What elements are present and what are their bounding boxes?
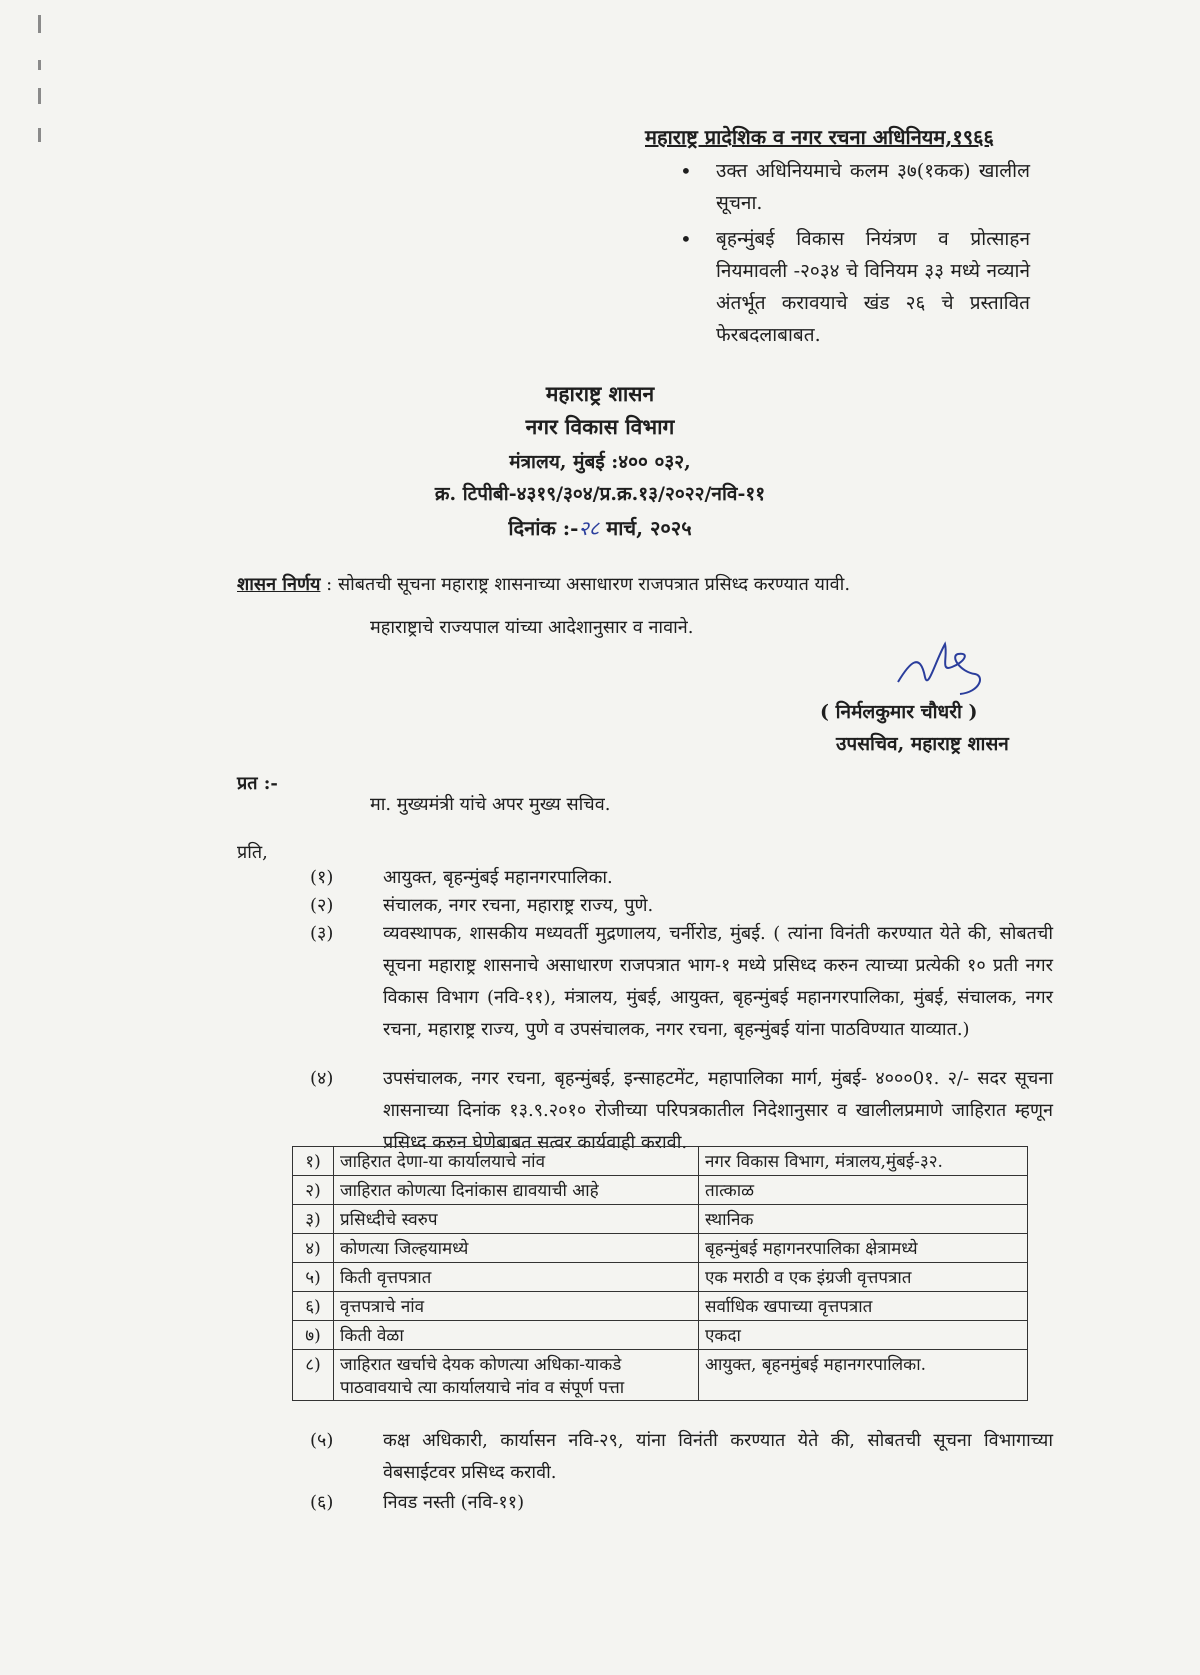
signatory-name: ( निर्मलकुमार चौधरी )	[820, 701, 978, 723]
table-row: ३) प्रसिध्दीचे स्वरुप स्थानिक	[293, 1205, 1028, 1234]
issue-date: दिनांक :-२८ मार्च, २०२५	[508, 516, 692, 540]
table-row: ८) जाहिरात खर्चाचे देयक कोणत्या अधिका-याकडे पाठवावयाचे त्या कार्यालयाचे नांव व संपूर्ण पत्ता आयुक्त, बृहनमुंबई महानगरपालिका.	[293, 1350, 1028, 1401]
table-row: ४) कोणत्या जिल्हयामध्ये बृहन्मुंबई महागनरपालिका क्षेत्रामध्ये	[293, 1234, 1028, 1263]
act-title: महाराष्ट्र प्रादेशिक व नगर रचना अधिनियम,१९६६	[645, 125, 994, 149]
subject-list	[670, 155, 1030, 355]
publication-table	[292, 1146, 1028, 1401]
table-row: २) जाहिरात कोणत्या दिनांकास द्यावयाची आहे तात्काळ	[293, 1176, 1028, 1205]
scan-edge-mark	[38, 88, 41, 104]
handwritten-day: २८	[578, 516, 600, 540]
governor-order-line: महाराष्ट्राचे राज्यपाल यांच्या आदेशानुसार व नावाने.	[370, 617, 694, 638]
copy-recipient: मा. मुख्यमंत्री यांचे अपर मुख्य सचिव.	[370, 794, 611, 815]
government-decision	[237, 572, 850, 596]
table-row: ५) किती वृत्तपत्रात एक मराठी व एक इंग्रजी वृत्तपत्रात	[293, 1263, 1028, 1292]
scan-edge-mark	[38, 128, 41, 142]
table-row: १) जाहिरात देणा-या कार्यालयाचे नांव नगर विकास विभाग, मंत्रालय,मुंबई-३२.	[293, 1147, 1028, 1176]
signatory-designation: उपसचिव, महाराष्ट्र शासन	[836, 733, 1009, 755]
bullet-icon: •	[680, 159, 692, 183]
copy-label: प्रत :-	[237, 773, 278, 794]
table-row: ६) वृत्तपत्राचे नांव सर्वाधिक खपाच्या वृत्तपत्रात	[293, 1292, 1028, 1321]
government-name: महाराष्ट्र शासन	[545, 381, 655, 406]
prati-label: प्रति,	[237, 842, 268, 863]
bullet-icon: •	[680, 227, 692, 251]
subject-item: • उक्त अधिनियमाचे कलम ३७(१कक) खालील सूचना.	[670, 155, 1030, 219]
department-name: नगर विकास विभाग	[525, 414, 675, 439]
reference-number: क्र. टिपीबी-४३१९/३०४/प्र.क्र.१३/२०२२/नवि-११	[434, 483, 766, 505]
scan-edge-mark	[38, 15, 41, 33]
scan-edge-mark	[38, 60, 41, 70]
decision-label: शासन निर्णय	[237, 574, 321, 595]
subject-item: • बृहन्मुंबई विकास नियंत्रण व प्रोत्साहन नियमावली -२०३४ चे विनियम ३३ मध्ये नव्याने अंतर्भूत करावयाचे खंड २६ चे प्रस्तावित फेरबदलाबाबत.	[670, 223, 1030, 351]
decision-text: : सोबतची सूचना महाराष्ट्र शासनाच्या असाधारण राजपत्रात प्रसिध्द करण्यात यावी.	[320, 574, 851, 595]
signature	[890, 632, 1000, 702]
document-page: महाराष्ट्र प्रादेशिक व नगर रचना अधिनियम,१९६६ • उक्त अधिनियमाचे कलम ३७(१कक) खालील सूचना. • बृहन्मुंबई विकास नियंत्रण व प्रोत्साहन नियमावली -२०३४ चे विनियम ३३ मध्ये नव्याने अंतर्भूत करावयाचे खंड २६ चे प्रस्तावित फेरबदलाबाबत. महाराष्ट्र शासन नगर विकास विभाग मंत्रालय, मुंबई :४०० ०३२, क्र. टिपीबी-४३१९/३०४/प्र.क्र.१३/२०२२/नवि-११ दिनांक :-२८ मार्च, २०२५ शासन निर्णय : सोबतची सूचना महाराष्ट्र शासनाच्या असाधारण राजपत्रात प्रसिध्द करण्यात यावी. महाराष्ट्राचे राज्यपाल यांच्या आदेशानुसार व नावाने. ( निर्मलकुमार चौधरी ) उपसचिव, महाराष्ट्र शासन प्रत :- मा. मुख्यमंत्री यांचे अपर मुख्य सचिव. प्रति, (१) आयुक्त, बृहन्मुंबई महानगरपालिका. (२) संचालक, नगर रचना, महाराष्ट्र राज्य, पुणे. (३) व्यवस्थापक, शासकीय मध्यवर्ती मुद्रणालय, चर्नीरोड, मुंबई. ( त्यांना विनंती करण्यात येते की, सोबतची सूचना महाराष्ट्र शासनाचे असाधारण राजपत्रात भाग-१ मध्ये प्रसिध्द करुन त्याच्या प्रत्येकी १० प्रती नगर विकास विभाग (नवि-११), मंत्रालय, मुंबई, आयुक्त, बृहन्मुंबई महानगरपालिका, मुंबई, संचालक, नगर रचना, महाराष्ट्र राज्य, पुणे व उपसंचालक, नगर रचना, बृहन्मुंबई यांना पाठविण्यात याव्यात.) (४) उपसंचालक, नगर रचना, बृहन्मुंबई, इन्साहटमेंट, महापालिका मार्ग, मुंबई- ४०००0१. २/- सदर सूचना शासनाच्या दिनांक १३.९.२०१० रोजीच्या परिपत्रकातील निदेशानुसार व खालीलप्रमाणे जाहिरात म्हणून प्रसिध्द करुन घेणेबाबत सत्वर कार्यवाही करावी. १) जाहिरात देणा-या कार्यालयाचे नांव नगर विकास विभाग, मंत्रालय,मुंबई-३२. २) जाहिरात कोणत्या दिनांकास द्यावयाची आहे तात्काळ ३) प्रसिध्दीचे स्वरुप स्थानिक ४) कोणत्या जिल्हयामध्ये बृहन्मुंबई महागनरपालिका क्षेत्रामध्ये ५) किती वृत्तपत्रात एक मराठी व एक इंग्रजी वृत्तपत्रात ६) वृत्तपत्राचे नांव सर्वाधिक खपाच्या वृत्तपत्रात ७) किती वेळा एकदा ८) जाहिरात खर्चाचे देयक कोणत्या अधिका-याकडे पाठवावयाचे त्या कार्यालयाचे नांव व संपूर्ण पत्ता आयुक्त, बृहनमुंबई महानगरपालिका. (५) कक्ष अधिकारी, कार्यासन नवि-२९, यांना विनंती करण्यात येते की, सोबतची सूचना विभागाच्या वेबसाईटवर प्रसिध्द करावी. (६) निवड नस्ती (नवि-११)	[0, 0, 1200, 1675]
table-row: ७) किती वेळा एकदा	[293, 1321, 1028, 1350]
office-address: मंत्रालय, मुंबई :४०० ०३२,	[509, 451, 691, 473]
